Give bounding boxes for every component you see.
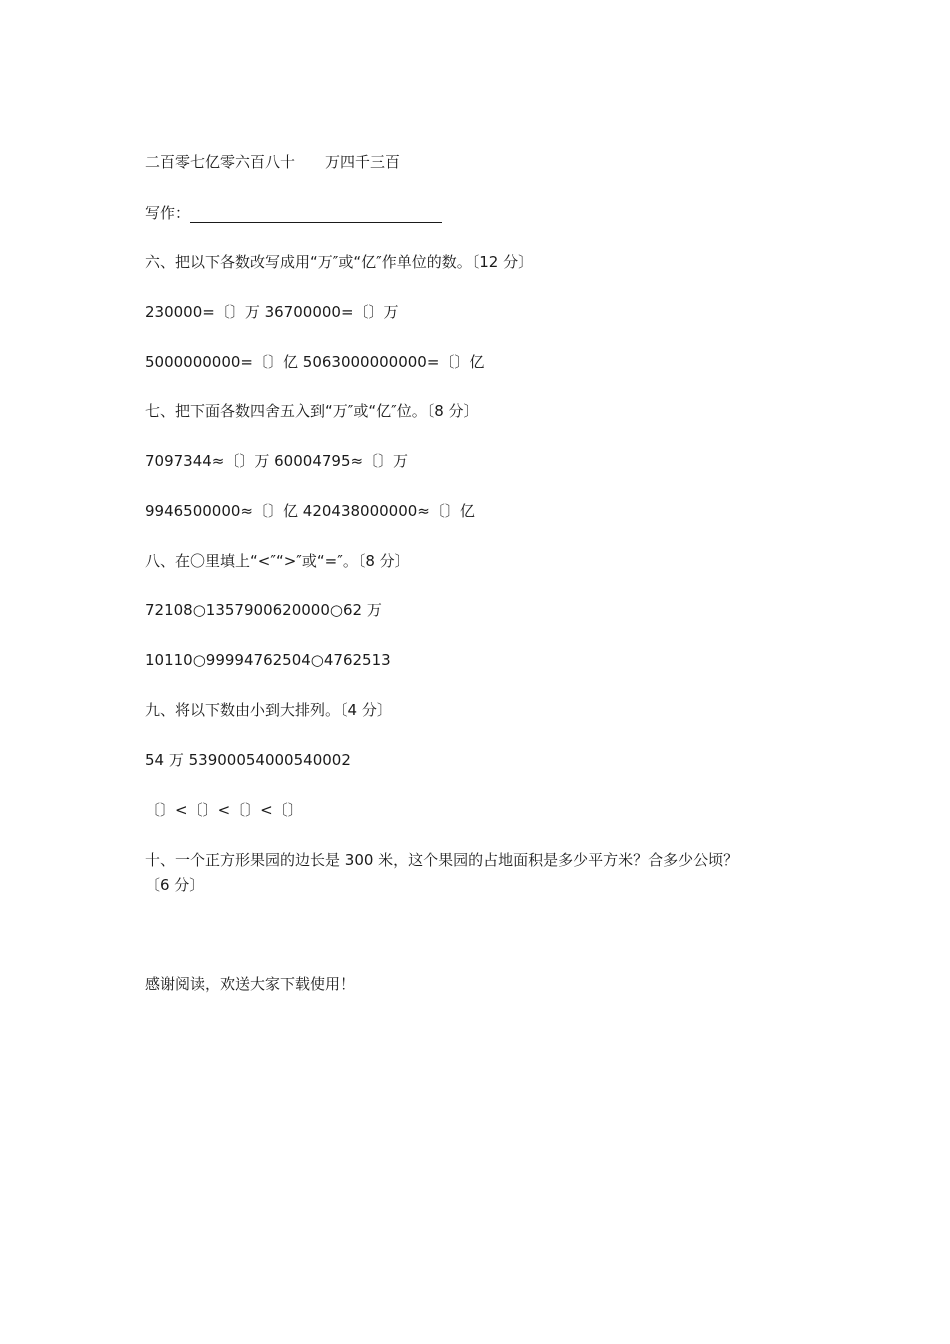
question-6-row-1: 230000=〔〕万 36700000=〔〕万 [145, 303, 399, 321]
number-words-line: 二百零七亿零六百八十 万四千三百 [145, 153, 401, 171]
question-9-order-blanks: 〔〕<〔〕<〔〕<〔〕 [145, 801, 303, 819]
question-6-row-2: 5000000000=〔〕亿 5063000000000=〔〕亿 [145, 353, 485, 371]
question-7-title: 七、把下面各数四舍五入到“万″或“亿″位。〔8 分〕 [145, 402, 479, 420]
question-10-text: 十、一个正方形果园的边长是 300 米，这个果园的占地面积是多少平方米？合多少公顷？ [145, 851, 739, 869]
question-8-row-2: 10110○99994762504○4762513 [145, 651, 391, 669]
question-7-row-1: 7097344≈〔〕万 60004795≈〔〕万 [145, 452, 409, 470]
write-answer-line [145, 203, 442, 223]
question-8-row-1: 72108○1357900620000○62 万 [145, 601, 382, 619]
closing-thanks: 感谢阅读，欢送大家下载使用！ [145, 975, 356, 993]
question-8-title: 八、在〇里填上“<″“>″或“=″。〔8 分〕 [145, 552, 410, 570]
write-label: 写作： [145, 204, 191, 222]
question-10-score: 〔6 分〕 [145, 876, 205, 894]
answer-blank [190, 206, 442, 223]
question-9-title: 九、将以下数由小到大排列。〔4 分〕 [145, 701, 392, 719]
question-7-row-2: 9946500000≈〔〕亿 420438000000≈〔〕亿 [145, 502, 475, 520]
question-9-numbers: 54 万 53900054000540002 [145, 751, 351, 769]
question-6-title: 六、把以下各数改写成用“万″或“亿″作单位的数。〔12 分〕 [145, 253, 534, 271]
